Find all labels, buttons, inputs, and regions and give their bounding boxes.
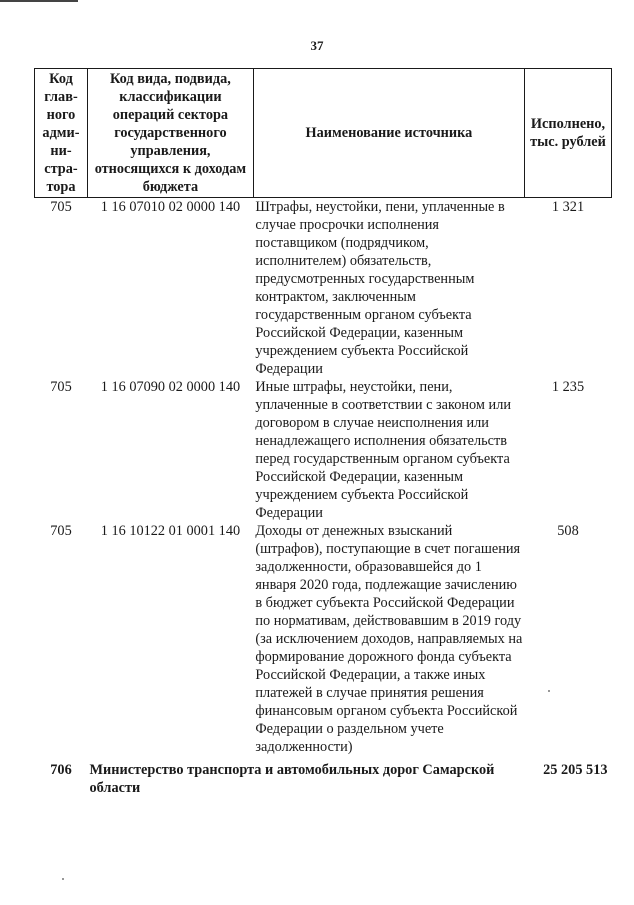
cell-admin: 705	[50, 379, 72, 395]
cell-source-name: Штрафы, неустойки, пени, уплаченные в случае просрочки исполнения поставщиком (подрядчиком, исполнителем) обязательств, предусмотренных государственным контрактом, заключенным государственным органом субъекта Российской Федерации, казенным учреждением субъекта Российской Федерации	[255, 199, 505, 377]
header-classification-code: Код вида, подвида, классификации операций сектора государственного управления, относящихся к доходам бюджета	[87, 69, 253, 198]
cell-amount: 1 321	[551, 199, 585, 215]
scan-edge-mark	[0, 0, 78, 2]
ministry-name: Министерство транспорта и автомобильных дорог Самарской области	[89, 762, 495, 796]
revenue-table	[34, 68, 612, 797]
cell-source-name: Иные штрафы, неустойки, пени, уплаченные в соответствии с законом или договором в случае неисполнения или ненадлежащего исполнения обязательств перед государственным органом субъекта Российской Федерации, казенным учреждением субъекта Российской Федерации	[255, 379, 511, 521]
page-number: 37	[310, 38, 324, 53]
header-executed: Исполнено, тыс. рублей	[525, 69, 612, 198]
header-source-name: Наименование источника	[253, 69, 524, 198]
table-row	[35, 522, 612, 756]
table-row	[35, 378, 612, 522]
ministry-amount: 25 205 513	[543, 762, 608, 778]
ministry-summary-row	[35, 756, 612, 797]
cell-code: 1 16 07090 02 0000 140	[100, 379, 241, 395]
header-admin-code: Код главного администратора	[35, 69, 88, 198]
cell-admin: 705	[50, 523, 72, 539]
table-header-row	[35, 69, 612, 198]
cell-code: 1 16 07010 02 0000 140	[100, 199, 241, 215]
table-row	[35, 198, 612, 379]
cell-source-name: Доходы от денежных взысканий (штрафов), поступающие в счет погашения задолженности, образовавшейся до 1 января 2020 года, подлежащие зачислению в бюджет субъекта Российской Федерации по нормативам, действовавшим в 2019 году (за исключением доходов, направляемых на формирование дорожного фонда субъекта Российской Федерации, а также иных платежей в случае принятия решения финансовым органом субъекта Российской Федерации о раздельном учете задолженности)	[255, 523, 523, 755]
cell-code: 1 16 10122 01 0001 140	[100, 523, 241, 539]
cell-amount: 1 235	[551, 379, 585, 395]
scan-speck	[548, 690, 550, 692]
cell-admin: 705	[50, 199, 72, 215]
cell-amount: 508	[557, 523, 579, 539]
cell-admin: 706	[50, 762, 72, 778]
scan-speck	[62, 878, 64, 880]
